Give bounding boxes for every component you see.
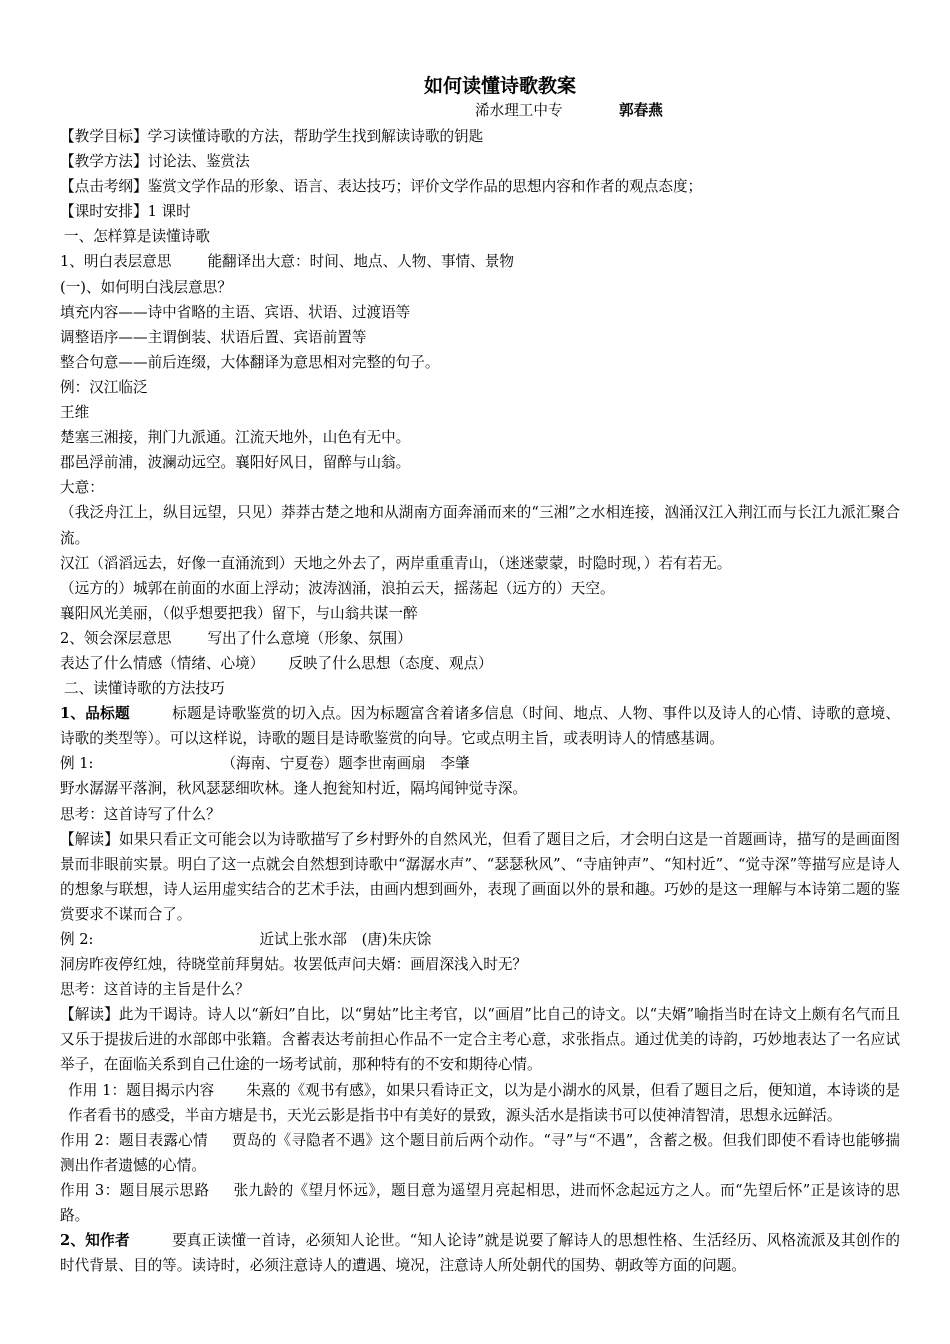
school-name: 浠水理工中专 bbox=[475, 102, 563, 119]
example-2-label: 例 2: bbox=[60, 931, 94, 948]
poem-line-2: 郡邑浮前浦，波澜动远空。襄阳好风日，留醉与山翁。 bbox=[60, 454, 411, 472]
technique-1-text: 标题是诗歌鉴赏的切入点。因为标题富含着诸多信息（时间、地点、人物、事件以及诗人的心情、诗歌的意境、诗歌的类型等）。可以这样说，诗歌的题目是诗歌鉴赏的向导。它或点明主旨，或表明诗人的情感基调。 bbox=[60, 705, 900, 748]
technique-2-label: 2、知作者 bbox=[60, 1232, 130, 1250]
teaching-method: 【教学方法】讨论法、鉴赏法 bbox=[60, 153, 250, 171]
method-integrate: 整合句意——前后连缀，大体翻译为意思相对完整的句子。 bbox=[60, 353, 440, 371]
method-reorder: 调整语序——主谓倒装、状语后置、宾语前置等 bbox=[60, 328, 367, 346]
teaching-goal: 【教学目标】学习读懂诗歌的方法，帮助学生找到解读诗歌的钥匙 bbox=[60, 128, 484, 145]
author-name: 郭春燕 bbox=[619, 102, 663, 119]
subsection-1 bbox=[60, 249, 900, 274]
example-1-poem: 野水潺潺平落涧，秋风瑟瑟细吹林。逢人抱瓮知村近，隔坞闻钟觉寺深。 bbox=[60, 780, 528, 798]
example-2-poem: 洞房昨夜停红烛，待晓堂前拜舅姑。妆罢低声问夫婿：画眉深浅入时无？ bbox=[60, 956, 528, 974]
technique-1 bbox=[60, 701, 900, 751]
technique-1-label: 1、品标题 bbox=[60, 705, 130, 723]
example-title: 例：汉江临泛 bbox=[60, 378, 148, 396]
function-3-label: 作用 3：题目展示思路 bbox=[60, 1181, 210, 1199]
example-1-question: 思考：这首诗写了什么？ bbox=[60, 805, 221, 823]
poem-line-1: 楚塞三湘接，荆门九派通。江流天地外，山色有无中。 bbox=[60, 429, 411, 447]
example-2-heading bbox=[60, 927, 900, 952]
function-3 bbox=[60, 1178, 900, 1228]
subsection-2-label: 2、领会深层意思 bbox=[60, 629, 172, 647]
example-2-question: 思考：这首诗的主旨是什么？ bbox=[60, 981, 250, 999]
subsection-2-thought: 反映了什么思想（态度、观点） bbox=[288, 654, 493, 672]
meaning-paragraph-1: （我泛舟江上，纵目远望，只见）莽莽古楚之地和从湖南方面奔涌而来的“三湘”之水相连接，汹涌汉江入荆江而与长江九派汇聚合流。 bbox=[60, 504, 900, 547]
example-author: 王维 bbox=[60, 404, 90, 422]
function-2-label: 作用 2：题目表露心情 bbox=[60, 1131, 208, 1149]
question-1: (一)、如何明白浅层意思？ bbox=[60, 278, 232, 296]
function-1-text: 朱熹的《观书有感》，如果只看诗正文，以为是小湖水的风景，但看了题目之后，便知道，本诗谈的是作者看书的感受，半亩方塘是书，天光云影是指书中有美好的景致，源头活水是指读书可以使神清智清，思想永远鲜活。 bbox=[68, 1081, 900, 1124]
subsection-2-text: 写出了什么意境（形象、氛围） bbox=[207, 629, 412, 647]
example-1-heading bbox=[60, 751, 900, 776]
function-1-label: 作用 1：题目揭示内容 bbox=[68, 1081, 215, 1099]
example-2-source: 近试上张水部 (唐)朱庆馀 bbox=[259, 931, 432, 948]
function-3-text: 张九龄的《望月怀远》，题目意为遥望月亮起相思，进而怀念起远方之人。而“先望后怀”正是该诗的思路。 bbox=[60, 1181, 900, 1225]
meaning-paragraph-2: 汉江（滔滔远去，好像一直涌流到）天地之外去了，两岸重重青山，（迷迷蒙蒙，时隐时现，）若有若无。 bbox=[60, 554, 732, 572]
subsection-1-text: 能翻译出大意：时间、地点、人物、事情、景物 bbox=[207, 253, 514, 271]
example-2-analysis: 【解读】此为干谒诗。诗人以“新妇”自比，以“舅姑”比主考官，以“画眉”比自己的诗文。以“夫婿”喻指当时在诗文上颇有名气而且又乐于提拔后进的水部郎中张籍。含蓄表达考前担心作品不一定合主考心意，求张指点。通过优美的诗韵，巧妙地表达了一名应试举子，在面临关系到自己仕途的一场考试前，那种特有的不安和期待心情。 bbox=[60, 1006, 900, 1074]
subsection-2-emotion: 表达了什么情感（情绪、心境） bbox=[60, 654, 265, 672]
meaning-label: 大意： bbox=[60, 479, 104, 497]
class-schedule: 【课时安排】1 课时 bbox=[60, 203, 191, 221]
function-1 bbox=[60, 1078, 900, 1128]
meaning-paragraph-3: （远方的）城郭在前面的水面上浮动；波涛汹涌，浪拍云天，摇荡起（远方的）天空。 bbox=[60, 579, 615, 597]
method-fill: 填充内容——诗中省略的主语、宾语、状语、过渡语等 bbox=[60, 303, 411, 321]
byline bbox=[60, 100, 900, 124]
meaning-paragraph-4: 襄阳风光美丽，（似乎想要把我）留下，与山翁共谋一醉 bbox=[60, 604, 418, 622]
subsection-2 bbox=[60, 626, 900, 651]
example-1-source: （海南、宁夏卷）题李世南画扇 李肇 bbox=[221, 755, 470, 773]
example-1-analysis: 【解读】如果只看正文可能会以为诗歌描写了乡村野外的自然风光，但看了题目之后，才会明白这是一首题画诗，描写的是画面图景而非眼前实景。明白了这一点就会自然想到诗歌中“潺潺水声”、“瑟瑟秋风”、“寺庙钟声”、“知村近”、“觉寺深”等描写应是诗人的想象与联想，诗人运用虚实结合的艺术手法，由画内想到画外，表现了画面以外的景和趣。巧妙的是这一理解与本诗第二题的鉴赏要求不谋而合了。 bbox=[60, 830, 900, 923]
function-2-text: 贾岛的《寻隐者不遇》这个题目前后两个动作。“寻”与“不遇”，含蓄之极。但我们即使不看诗也能够揣测出作者遗憾的心情。 bbox=[60, 1131, 900, 1174]
section-heading-1: 一、怎样算是读懂诗歌 bbox=[64, 228, 210, 246]
subsection-2-detail bbox=[60, 651, 900, 676]
document-page bbox=[60, 72, 900, 1278]
technique-2 bbox=[60, 1228, 900, 1278]
technique-2-text: 要真正读懂一首诗，必须知人论世。“知人论诗”就是说要了解诗人的思想性格、生活经历、风格流派及其创作的时代背景、目的等。读诗时，必须注意诗人的遭遇、境况，注意诗人所处朝代的国势、朝政等方面的问题。 bbox=[60, 1232, 900, 1275]
document-title: 如何读懂诗歌教案 bbox=[423, 75, 576, 97]
exam-outline: 【点击考纲】鉴赏文学作品的形象、语言、表达技巧；评价文学作品的思想内容和作者的观点态度； bbox=[60, 178, 703, 196]
subsection-1-label: 1、明白表层意思 bbox=[60, 253, 172, 271]
section-heading-2: 二、读懂诗歌的方法技巧 bbox=[64, 680, 225, 698]
example-1-label: 例 1: bbox=[60, 755, 94, 773]
function-2 bbox=[60, 1128, 900, 1178]
